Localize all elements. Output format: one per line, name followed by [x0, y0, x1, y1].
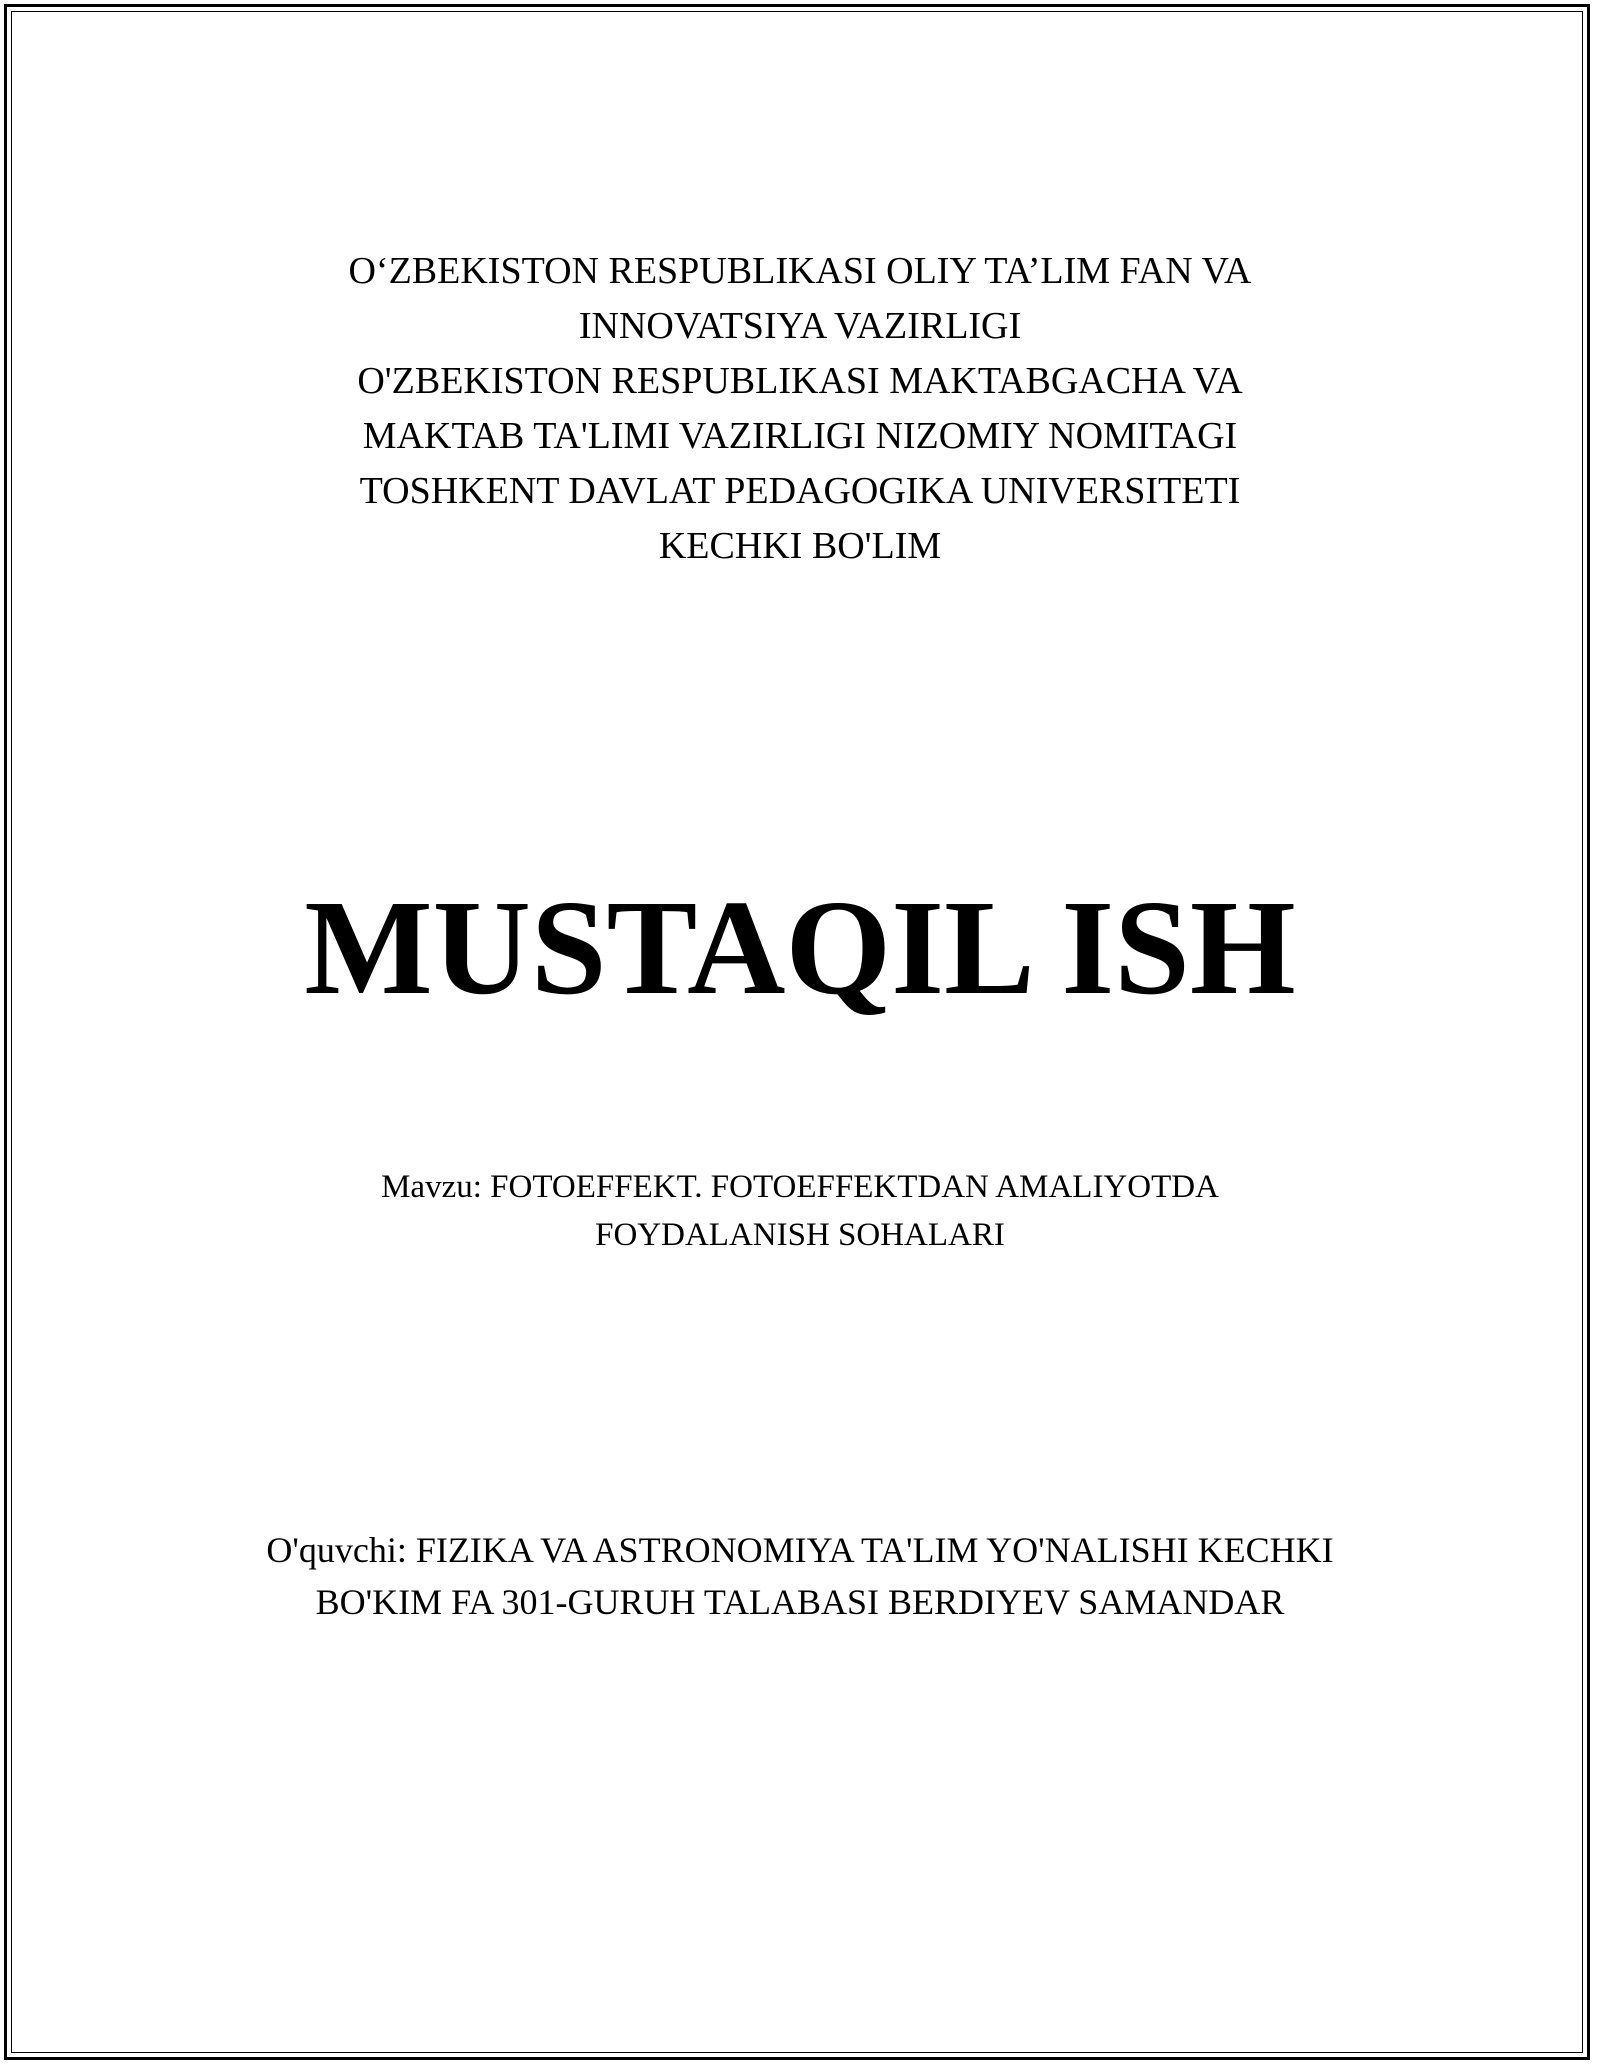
topic-block: [0, 1163, 1600, 1259]
topic-line: FOYDALANISH SOHALARI: [595, 1217, 1005, 1253]
header-line: O'ZBEKISTON RESPUBLIKASI MAKTABGACHA VA: [357, 360, 1243, 402]
header-line: INNOVATSIYA VAZIRLIGI: [578, 305, 1022, 347]
header-line: MAKTAB TA'LIMI VAZIRLIGI NIZOMIY NOMITAGI: [362, 415, 1238, 457]
header-line: O‘ZBEKISTON RESPUBLIKASI OLIY TA’LIM FAN VA: [348, 250, 1252, 292]
header-line: TOSHKENT DAVLAT PEDAGOGIKA UNIVERSITETI: [359, 470, 1241, 512]
student-line: O'quvchi: FIZIKA VA ASTRONOMIYA TA'LIM YO'NALISHI KECHKI: [266, 1530, 1334, 1570]
student-block: [0, 1524, 1600, 1628]
topic-line: Mavzu: FOTOEFFEKT. FOTOEFFEKTDAN AMALIYOTDA: [381, 1169, 1219, 1205]
document-title: MUSTAQIL ISH: [304, 873, 1296, 1023]
header-line: KECHKI BO'LIM: [658, 525, 942, 567]
institution-header: [0, 244, 1600, 574]
student-line: BO'KIM FA 301-GURUH TALABASI BERDIYEV SAMANDAR: [315, 1582, 1285, 1622]
